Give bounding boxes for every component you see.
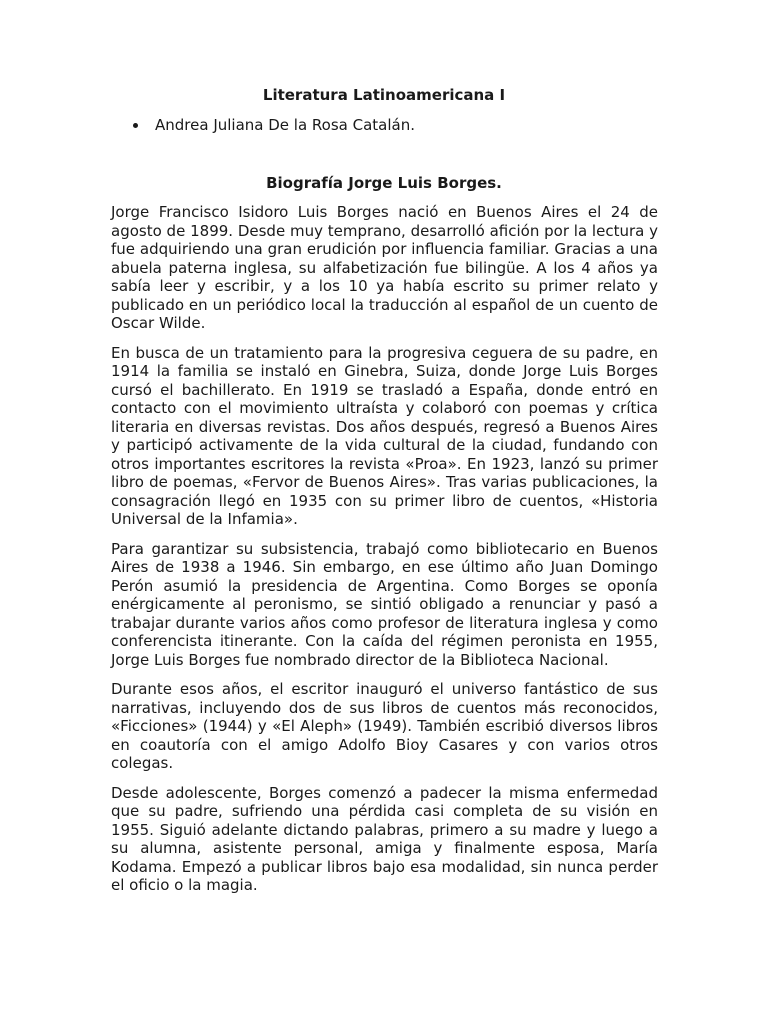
document-title: Literatura Latinoamericana I bbox=[262, 86, 506, 104]
author-name: Andrea Juliana De la Rosa Catalán. bbox=[155, 116, 415, 134]
paragraph-blindness: Desde adolescente, Borges comenzó a padecer la misma enfermedad que su padre, sufriendo una pérdida casi completa de su visión en 1955. Siguió adelante dictando palabras, primero a su madre y luego a su alumna, asistente personal, amiga y finalmente esposa, María Kodama. Empezó a publicar libros bajo esa modalidad, sin nunca perder el oficio o la magia. bbox=[111, 783, 658, 894]
paragraph-librarian: Para garantizar su subsistencia, trabajó como bibliotecario en Buenos Aires de 1938 a 1946. Sin embargo, en ese último año Juan Domingo Perón asumió la presidencia de Argentina. Como Borges se oponía enérgicamente al peronismo, se sintió obligado a renunciar y pasó a trabajar durante varios años como profesor de literatura inglesa y como conferencista itinerante. Con la caída del régimen peronista en 1955, Jorge Luis Borges fue nombrado director de la Biblioteca Nacional. bbox=[111, 539, 658, 669]
section-title: Biografía Jorge Luis Borges. bbox=[266, 174, 502, 192]
author-list bbox=[133, 116, 415, 135]
paragraph-fantastic-works: Durante esos años, el escritor inauguró el universo fantástico de sus narrativas, incluyendo dos de sus libros de cuentos más reconocidos, «Ficciones» (1944) y «El Aleph» (1949). También escribió diversos libros en coautoría con el amigo Adolfo Bioy Casares y con varios otros colegas. bbox=[111, 680, 658, 772]
bullet-icon bbox=[133, 123, 138, 128]
author-list-item bbox=[133, 116, 415, 135]
paragraph-early-life: Jorge Francisco Isidoro Luis Borges nació en Buenos Aires el 24 de agosto de 1899. Desde muy temprano, desarrolló afición por la lectura y fue adquiriendo una gran erudición por influencia familiar. Gracias a una abuela paterna inglesa, su alfabetización fue bilingüe. A los 4 años ya sabía leer y escribir, y a los 10 ya había escrito su primer relato y publicado en un periódico local la traducción al español de un cuento de Oscar Wilde. bbox=[111, 203, 658, 332]
document-body bbox=[111, 203, 658, 906]
paragraph-europe: En busca de un tratamiento para la progresiva ceguera de su padre, en 1914 la familia se instaló en Ginebra, Suiza, donde Jorge Luis Borges cursó el bachillerato. En 1919 se trasladó a España, donde entró en contacto con el movimiento ultraísta y colaboró con poemas y crítica literaria en diversas revistas. Dos años después, regresó a Buenos Aires y participó activamente de la vida cultural de la ciudad, fundando con otros importantes escritores la revista «Proa». En 1923, lanzó su primer libro de poemas, «Fervor de Buenos Aires». Tras varias publicaciones, la consagración llegó en 1935 con su primer libro de cuentos, «Historia Universal de la Infamia». bbox=[111, 343, 658, 528]
